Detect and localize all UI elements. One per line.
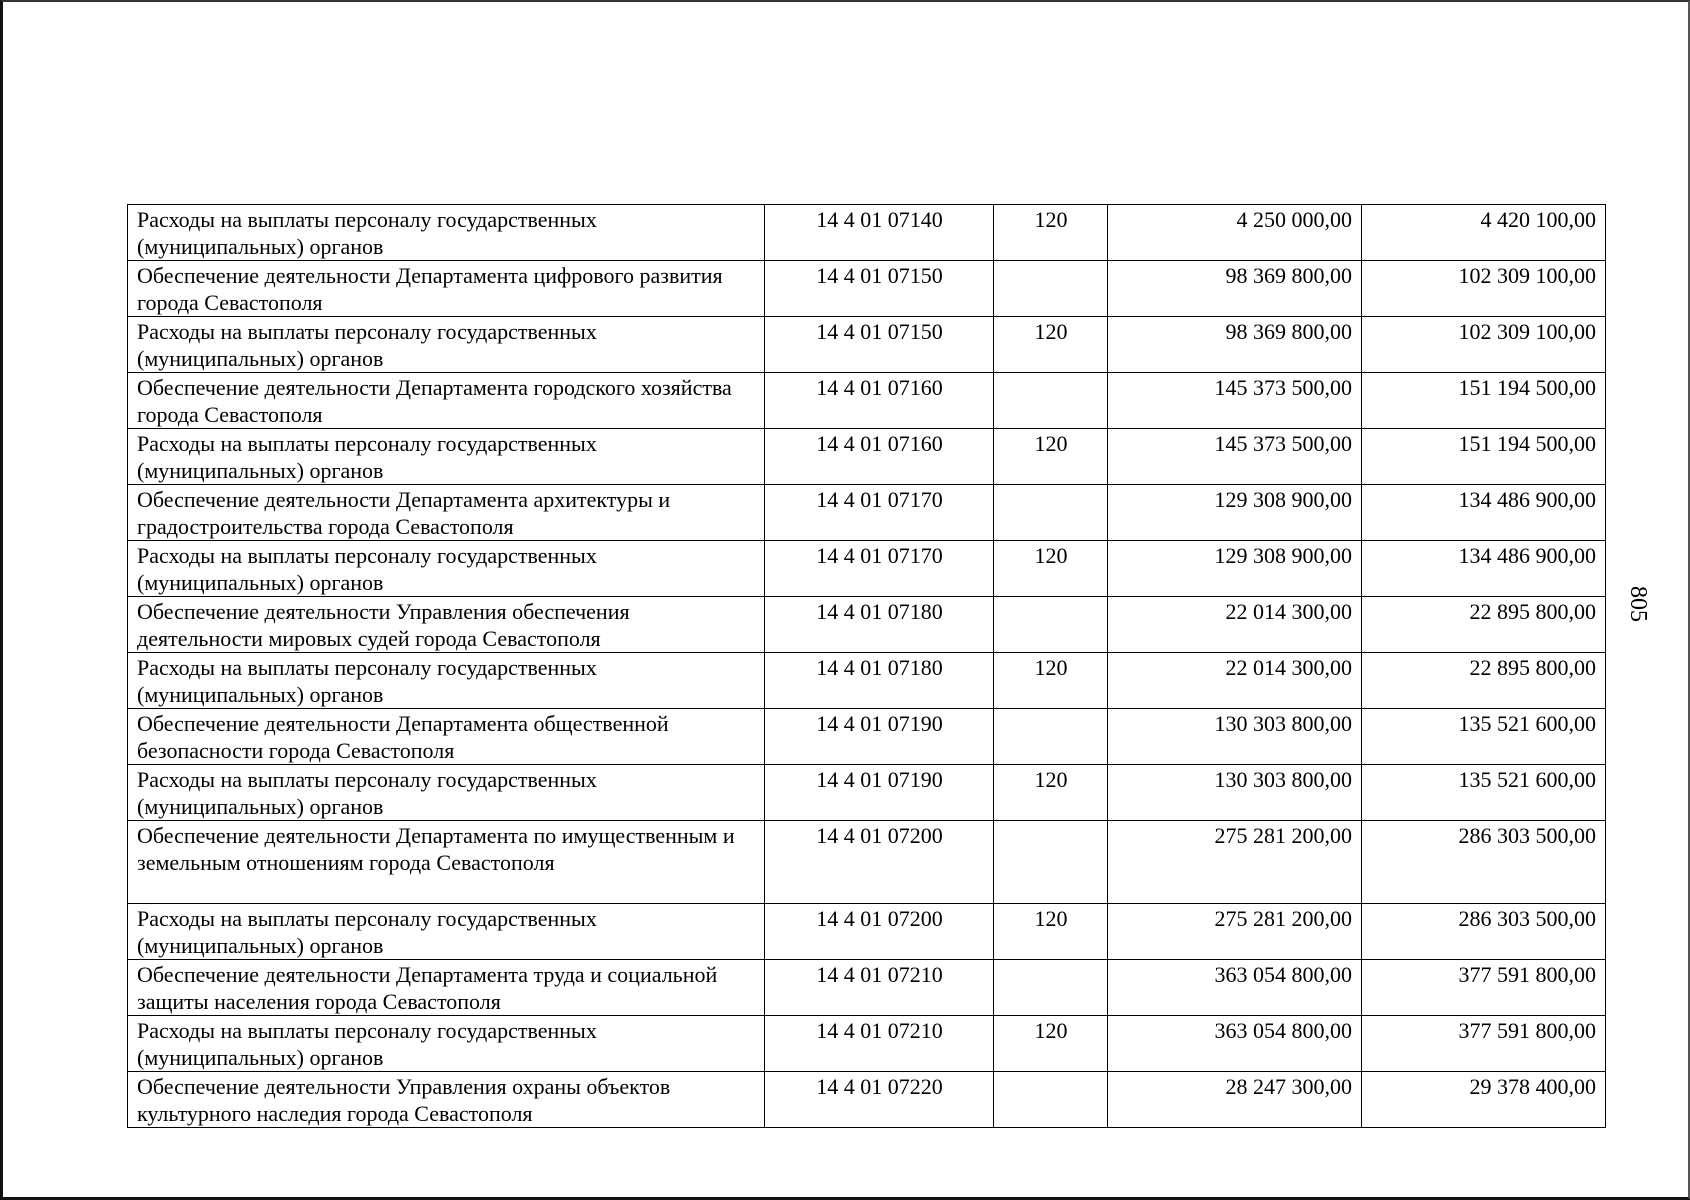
amount-year2-cell: 29 378 400,00 [1362, 1072, 1606, 1128]
table-row [128, 821, 1606, 904]
expense-type-code-cell: 120 [994, 653, 1108, 709]
expense-type-code-cell [994, 1072, 1108, 1128]
target-article-code-cell: 14 4 01 07170 [765, 541, 994, 597]
target-article-code-cell: 14 4 01 07160 [765, 373, 994, 429]
expense-name-cell: Расходы на выплаты персоналу государственных (муниципальных) органов [128, 1016, 765, 1072]
amount-year1-cell: 145 373 500,00 [1108, 429, 1362, 485]
expense-type-code-cell: 120 [994, 1016, 1108, 1072]
expense-type-code-cell: 120 [994, 765, 1108, 821]
amount-year2-cell: 102 309 100,00 [1362, 261, 1606, 317]
amount-year2-cell: 286 303 500,00 [1362, 821, 1606, 904]
amount-year1-cell: 145 373 500,00 [1108, 373, 1362, 429]
table-row [128, 1016, 1606, 1072]
target-article-code-cell: 14 4 01 07150 [765, 261, 994, 317]
expense-type-code-cell [994, 960, 1108, 1016]
amount-year2-cell: 286 303 500,00 [1362, 904, 1606, 960]
amount-year1-cell: 22 014 300,00 [1108, 597, 1362, 653]
amount-year2-cell: 22 895 800,00 [1362, 653, 1606, 709]
target-article-code-cell: 14 4 01 07180 [765, 653, 994, 709]
expense-name-cell: Расходы на выплаты персоналу государственных (муниципальных) органов [128, 205, 765, 261]
expense-name-cell: Обеспечение деятельности Департамента цифрового развития города Севастополя [128, 261, 765, 317]
amount-year2-cell: 102 309 100,00 [1362, 317, 1606, 373]
table-row [128, 261, 1606, 317]
table-row [128, 1072, 1606, 1128]
target-article-code-cell: 14 4 01 07210 [765, 1016, 994, 1072]
target-article-code-cell: 14 4 01 07200 [765, 821, 994, 904]
expense-name-cell: Обеспечение деятельности Департамента по имущественным и земельным отношениям города Севастополя [128, 821, 765, 904]
expense-name-cell: Обеспечение деятельности Департамента городского хозяйства города Севастополя [128, 373, 765, 429]
expense-type-code-cell [994, 373, 1108, 429]
table-row [128, 541, 1606, 597]
expense-name-cell: Расходы на выплаты персоналу государственных (муниципальных) органов [128, 541, 765, 597]
amount-year2-cell: 377 591 800,00 [1362, 960, 1606, 1016]
amount-year1-cell: 130 303 800,00 [1108, 765, 1362, 821]
amount-year1-cell: 363 054 800,00 [1108, 1016, 1362, 1072]
table-row [128, 597, 1606, 653]
amount-year2-cell: 135 521 600,00 [1362, 709, 1606, 765]
amount-year1-cell: 129 308 900,00 [1108, 541, 1362, 597]
target-article-code-cell: 14 4 01 07200 [765, 904, 994, 960]
target-article-code-cell: 14 4 01 07160 [765, 429, 994, 485]
expense-name-cell: Обеспечение деятельности Департамента архитектуры и градостроительства города Севастополя [128, 485, 765, 541]
amount-year1-cell: 98 369 800,00 [1108, 317, 1362, 373]
target-article-code-cell: 14 4 01 07190 [765, 709, 994, 765]
amount-year1-cell: 129 308 900,00 [1108, 485, 1362, 541]
table-row [128, 765, 1606, 821]
page-number: 805 [1625, 586, 1651, 622]
expense-name-cell: Расходы на выплаты персоналу государственных (муниципальных) органов [128, 653, 765, 709]
amount-year1-cell: 363 054 800,00 [1108, 960, 1362, 1016]
expense-type-code-cell [994, 485, 1108, 541]
expense-type-code-cell [994, 261, 1108, 317]
amount-year2-cell: 22 895 800,00 [1362, 597, 1606, 653]
target-article-code-cell: 14 4 01 07180 [765, 597, 994, 653]
target-article-code-cell: 14 4 01 07150 [765, 317, 994, 373]
target-article-code-cell: 14 4 01 07210 [765, 960, 994, 1016]
expense-name-cell: Обеспечение деятельности Управления охраны объектов культурного наследия города Севастополя [128, 1072, 765, 1128]
target-article-code-cell: 14 4 01 07190 [765, 765, 994, 821]
expense-name-cell: Обеспечение деятельности Департамента общественной безопасности города Севастополя [128, 709, 765, 765]
table-row [128, 960, 1606, 1016]
expense-name-cell: Обеспечение деятельности Департамента труда и социальной защиты населения города Севастополя [128, 960, 765, 1016]
amount-year2-cell: 135 521 600,00 [1362, 765, 1606, 821]
amount-year1-cell: 22 014 300,00 [1108, 653, 1362, 709]
expense-name-cell: Расходы на выплаты персоналу государственных (муниципальных) органов [128, 429, 765, 485]
expense-type-code-cell: 120 [994, 205, 1108, 261]
expense-name-cell: Обеспечение деятельности Управления обеспечения деятельности мировых судей города Севастополя [128, 597, 765, 653]
amount-year2-cell: 151 194 500,00 [1362, 429, 1606, 485]
expense-name-cell: Расходы на выплаты персоналу государственных (муниципальных) органов [128, 765, 765, 821]
amount-year1-cell: 275 281 200,00 [1108, 904, 1362, 960]
expense-type-code-cell: 120 [994, 541, 1108, 597]
table-row [128, 205, 1606, 261]
amount-year1-cell: 275 281 200,00 [1108, 821, 1362, 904]
expense-type-code-cell: 120 [994, 317, 1108, 373]
amount-year2-cell: 134 486 900,00 [1362, 541, 1606, 597]
amount-year2-cell: 4 420 100,00 [1362, 205, 1606, 261]
amount-year1-cell: 98 369 800,00 [1108, 261, 1362, 317]
expense-type-code-cell [994, 597, 1108, 653]
table-row [128, 429, 1606, 485]
table-row [128, 485, 1606, 541]
expense-type-code-cell [994, 709, 1108, 765]
budget-table [127, 204, 1606, 1128]
table-row [128, 653, 1606, 709]
target-article-code-cell: 14 4 01 07140 [765, 205, 994, 261]
expense-type-code-cell [994, 821, 1108, 904]
amount-year2-cell: 377 591 800,00 [1362, 1016, 1606, 1072]
expense-name-cell: Расходы на выплаты персоналу государственных (муниципальных) органов [128, 317, 765, 373]
amount-year1-cell: 4 250 000,00 [1108, 205, 1362, 261]
amount-year2-cell: 134 486 900,00 [1362, 485, 1606, 541]
expense-type-code-cell: 120 [994, 429, 1108, 485]
expense-type-code-cell: 120 [994, 904, 1108, 960]
table-row [128, 904, 1606, 960]
amount-year2-cell: 151 194 500,00 [1362, 373, 1606, 429]
target-article-code-cell: 14 4 01 07170 [765, 485, 994, 541]
amount-year1-cell: 28 247 300,00 [1108, 1072, 1362, 1128]
table-row [128, 317, 1606, 373]
amount-year1-cell: 130 303 800,00 [1108, 709, 1362, 765]
target-article-code-cell: 14 4 01 07220 [765, 1072, 994, 1128]
table-row [128, 709, 1606, 765]
table-row [128, 373, 1606, 429]
expense-name-cell: Расходы на выплаты персоналу государственных (муниципальных) органов [128, 904, 765, 960]
